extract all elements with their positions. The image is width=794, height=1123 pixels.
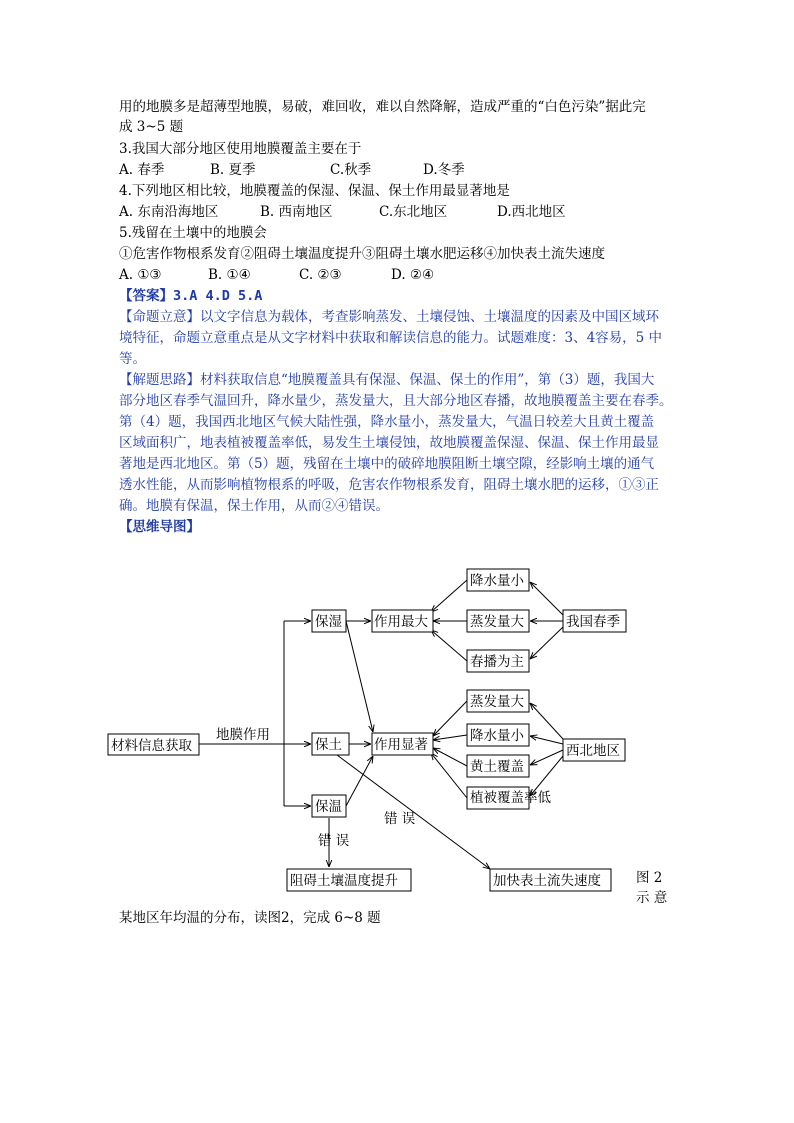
caption-schematic: 示 意 [636, 890, 668, 906]
mind-map-diagram [0, 555, 794, 935]
q4-option-c: C.东北地区 [379, 204, 448, 220]
mindmap-heading: 【思维导图】 [119, 519, 200, 535]
q4-option-a: A. 东南沿海地区 [119, 204, 219, 220]
node-high-evap-1: 蒸发量大 [470, 614, 524, 630]
node-warmth: 保温 [315, 799, 342, 815]
question-5: 5.残留在土壤中的地膜会 [119, 225, 267, 241]
q3-option-a: A. 春季 [119, 162, 165, 178]
node-low-precip-2: 降水量小 [470, 728, 524, 744]
q5-option-c: C. ②③ [299, 267, 342, 283]
edge-label-film-role: 地膜作用 [216, 727, 270, 743]
question-3: 3.我国大部分地区使用地膜覆盖主要在于 [119, 141, 362, 157]
node-effect-significant: 作用显著 [374, 737, 428, 753]
node-low-precip-1: 降水量小 [470, 573, 524, 589]
solution-line-5: 著地是西北地区。第（5）题，残留在土壤中的破碎地膜阻断土壤空隙，经影响土壤的通气 [119, 456, 655, 472]
label-wrong-2: 错 误 [384, 811, 416, 827]
node-source: 材料信息获取 [111, 738, 192, 754]
node-high-evap-2: 蒸发量大 [470, 694, 524, 710]
solution-line-3: 第（4）题，我国西北地区气候大陆性强，降水量小，蒸发量大，气温日较差大且黄土覆盖 [119, 414, 655, 430]
solution-line-7: 确。地膜有保温，保土作用，从而②④错误。 [119, 498, 389, 514]
node-low-vegetation: 植被覆盖率低 [470, 790, 551, 806]
node-china-spring: 我国春季 [566, 614, 620, 630]
q5-option-b: B. ①④ [208, 267, 251, 283]
paragraph-intro-line-2: 成 3~5 题 [119, 119, 184, 135]
solution-line-1: 【解题思路】材料获取信息“地膜覆盖具有保湿、保温、保土的作用”，第（3）题，我国大 [119, 372, 655, 388]
node-soil: 保土 [315, 737, 342, 753]
question-4-options [119, 202, 566, 222]
question-5-description: ①危害作物根系发育②阻碍土壤温度提升③阻碍土壤水肥运移④加快表土流失速度 [119, 246, 605, 262]
q3-option-d: D.冬季 [423, 162, 465, 178]
caption-figure-2: 图 2 [636, 870, 663, 886]
node-northwest: 西北地区 [566, 743, 620, 759]
solution-line-6: 透水性能，从而影响植物根系的呼吸，危害农作物根系发育，阻碍土壤水肥的运移，①③正 [119, 477, 659, 493]
intent-line-3: 等。 [119, 351, 146, 367]
solution-line-4: 区域面积广，地表植被覆盖率低，易发生土壤侵蚀，故地膜覆盖保湿、保温、保土作用最显 [119, 435, 659, 451]
next-question-intro: 某地区年均温的分布，读图2，完成 6~8 题 [119, 910, 381, 926]
node-spring-sowing: 春播为主 [470, 654, 524, 670]
solution-line-2: 部分地区春季气温回升，降水量少，蒸发量大，且大部分地区春播，故地膜覆盖主要在春季。 [119, 393, 673, 409]
q5-option-d: D. ②④ [391, 267, 435, 283]
node-accelerate-erosion: 加快表土流失速度 [493, 873, 601, 889]
node-moisture: 保湿 [315, 614, 342, 630]
q4-option-b: B. 西南地区 [260, 204, 333, 220]
paragraph-intro-line-1: 用的地膜多是超薄型地膜，易破，难回收，难以自然降解，造成严重的“白色污染”据此完 [119, 99, 646, 115]
question-5-options [119, 265, 434, 285]
label-wrong-1: 错 误 [318, 833, 350, 849]
answer-line: 【答案】3.A 4.D 5.A [119, 288, 263, 304]
q3-option-b: B. 夏季 [210, 162, 256, 178]
node-effect-max: 作用最大 [374, 614, 428, 630]
intent-line-1: 【命题立意】以文字信息为载体，考查影响蒸发、土壤侵蚀、土壤温度的因素及中国区域环 [119, 309, 659, 325]
q3-option-c: C.秋季 [330, 162, 372, 178]
node-loess-cover: 黄土覆盖 [470, 759, 524, 775]
question-3-options [119, 160, 465, 180]
intent-line-2: 境特征，命题立意重点是从文字材料中获取和解读信息的能力。试题难度：3、4容易，5 中 [119, 330, 663, 346]
node-hinder-soil-temp: 阻碍土壤温度提升 [290, 873, 398, 889]
question-4: 4.下列地区相比较，地膜覆盖的保湿、保温、保土作用最显著地是 [119, 183, 510, 199]
q5-option-a: A. ①③ [119, 267, 162, 283]
q4-option-d: D.西北地区 [497, 204, 566, 220]
